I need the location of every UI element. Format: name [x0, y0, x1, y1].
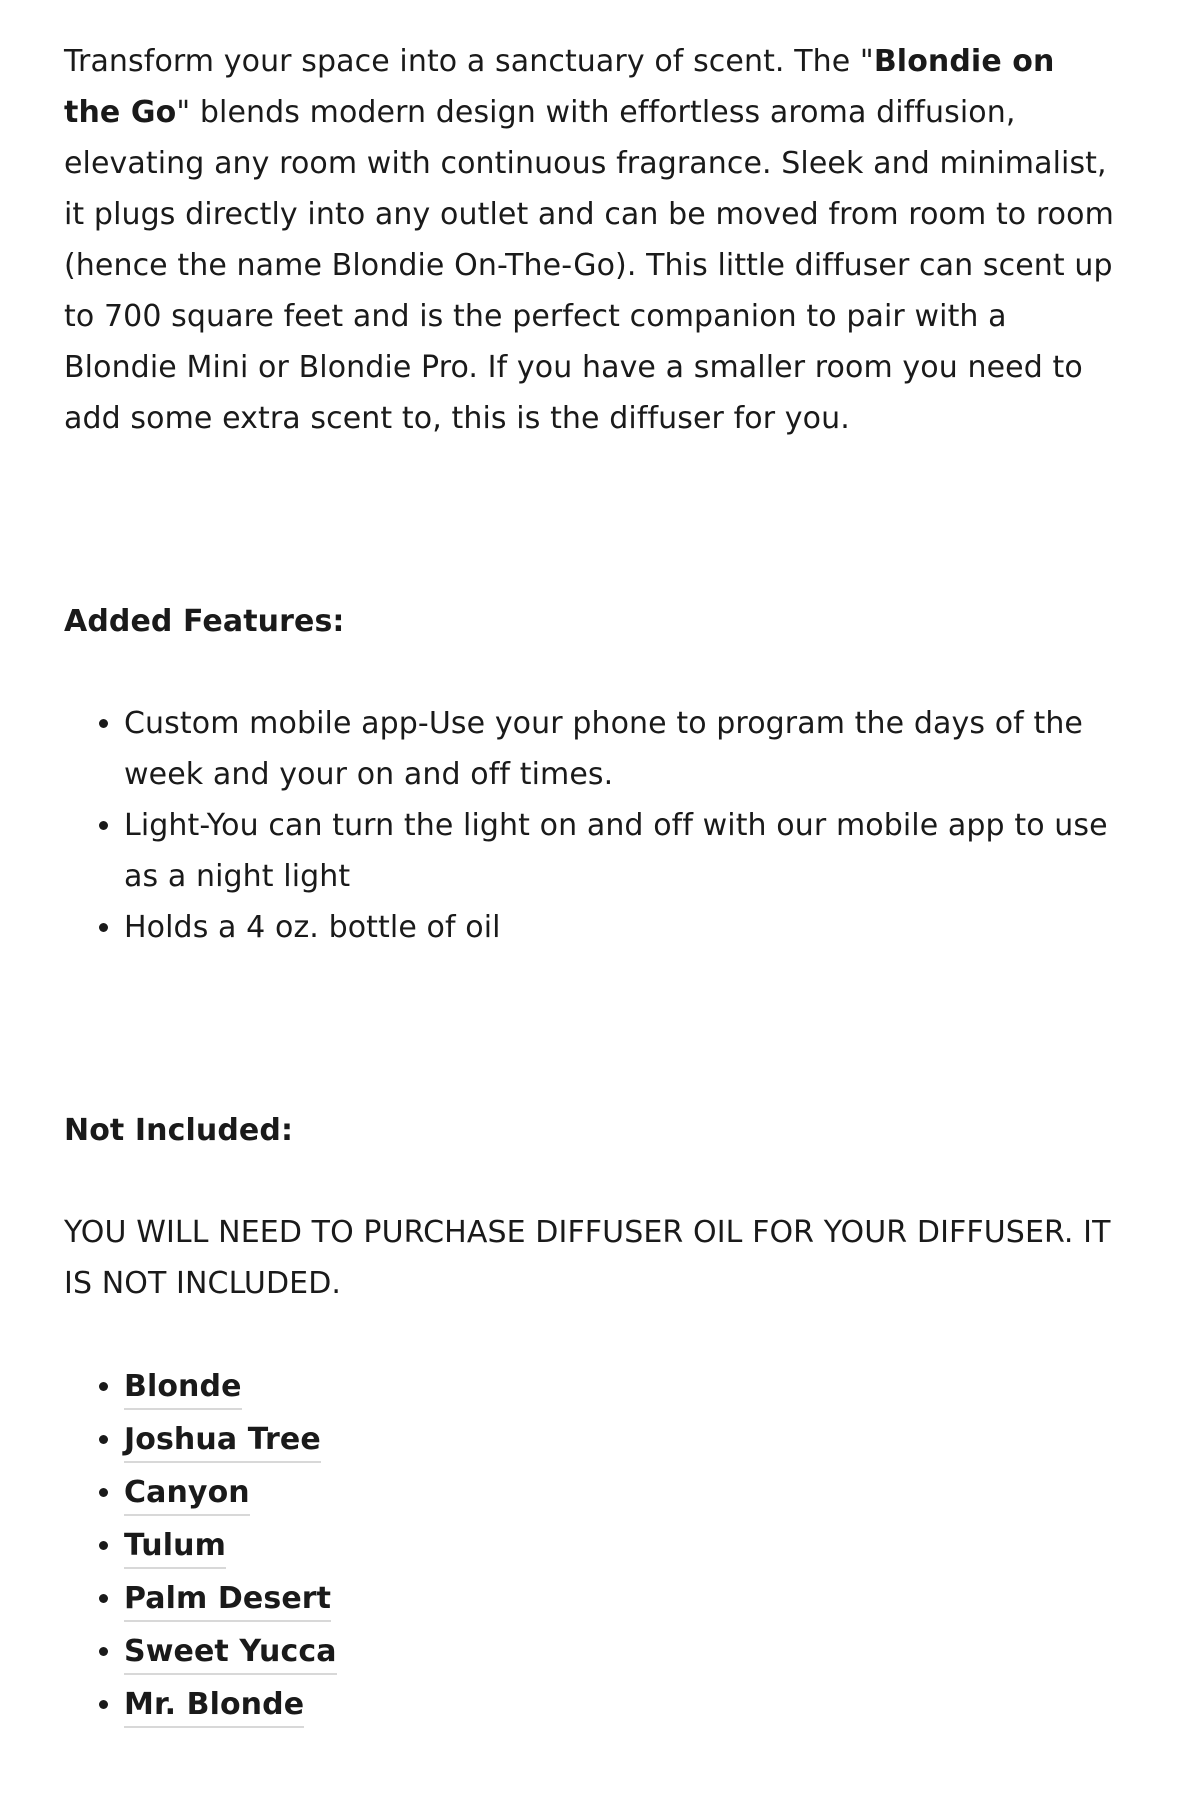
scent-item [124, 1413, 1114, 1466]
features-heading: Added Features: [64, 604, 345, 639]
product-name: Blondie on the Go [64, 44, 1055, 130]
intro-text-start: Transform your space into a sanctuary of scent. The " [64, 44, 874, 79]
feature-item-light: • Light-You can turn the light on and off with our mobile app to use as a night light [124, 800, 1114, 902]
scent-item [124, 1519, 1114, 1572]
oil-not-included-notice: YOU WILL NEED TO PURCHASE DIFFUSER OIL FOR YOUR DIFFUSER. IT IS NOT INCLUDED. [64, 1215, 1111, 1301]
scent-link-canyon[interactable]: Canyon [124, 1475, 250, 1516]
intro-text-end: " blends modern design with effortless aroma diffusion, elevating any room with continuous fragrance. Sleek and minimalist, it plugs directly into any outlet and can be moved from room to room (hence the name Blondie On-The-Go). This little diffuser can scent up to 700 square feet and is the perfect companion to pair with a Blondie Mini or Blondie Pro. If you have a smaller room you need to add some extra scent to, this is the diffuser for you. [64, 95, 1114, 436]
scent-item [124, 1360, 1114, 1413]
scent-link-blonde[interactable]: Blonde [124, 1369, 242, 1410]
scent-link-mr-blonde[interactable]: Mr. Blonde [124, 1687, 304, 1728]
not-included-heading: Not Included: [64, 1113, 294, 1148]
scent-item [124, 1572, 1114, 1625]
scent-item [124, 1678, 1114, 1731]
scent-link-tulum[interactable]: Tulum [124, 1528, 226, 1569]
scent-link-sweet-yucca[interactable]: Sweet Yucca [124, 1634, 337, 1675]
scent-link-joshua-tree[interactable]: Joshua Tree [124, 1422, 321, 1463]
product-description [64, 36, 1114, 1731]
scent-link-palm-desert[interactable]: Palm Desert [124, 1581, 331, 1622]
scent-list [64, 1360, 1114, 1731]
feature-item-bottle-size: • Holds a 4 oz. bottle of oil [124, 902, 1114, 953]
scent-item [124, 1466, 1114, 1519]
intro-paragraph [64, 36, 1114, 444]
feature-item-mobile-app: • Custom mobile app-Use your phone to program the days of the week and your on and off times. [124, 698, 1114, 800]
features-list [64, 698, 1114, 953]
scent-item [124, 1625, 1114, 1678]
